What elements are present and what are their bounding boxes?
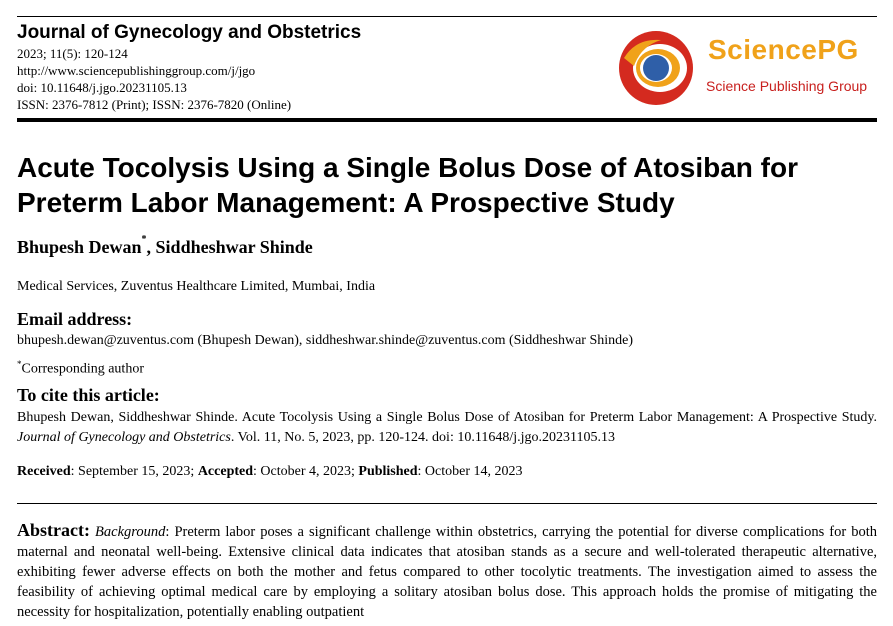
author-2: Siddheshwar Shinde bbox=[155, 237, 313, 257]
publisher-logo bbox=[616, 28, 696, 108]
top-rule bbox=[17, 16, 877, 17]
journal-issn: ISSN: 2376-7812 (Print); ISSN: 2376-7820 (Online) bbox=[17, 97, 292, 112]
abstract bbox=[17, 520, 877, 622]
article-title: Acute Tocolysis Using a Single Bolus Dose of Atosiban for Preterm Labor Management: A Prospective Study bbox=[17, 152, 798, 218]
journal-url[interactable]: http://www.sciencepublishinggroup.com/j/jgo bbox=[17, 63, 256, 78]
received-label: Received bbox=[17, 464, 71, 479]
author-list bbox=[17, 234, 313, 258]
author-1: Bhupesh Dewan bbox=[17, 237, 142, 257]
logo-name: SciencePG bbox=[708, 34, 859, 65]
accepted-date: : October 4, 2023; bbox=[253, 464, 359, 479]
citation bbox=[17, 408, 877, 448]
abstract-label: Abstract: bbox=[17, 520, 90, 540]
article-dates bbox=[17, 463, 523, 481]
abstract-text: : Preterm labor poses a significant challenge within obstetrics, carrying the potential for diverse complications for both maternal and neonatal well-being. Extensive clinical data indicates that atosiban stands as a secure and well-tolerated therapeutic alternative, exhibiting fewer adverse effects on both the mother and fetus compared to other tocolytic treatments. The investigation aimed to assess the feasibility of achieving optimal medical care by employing a solitary atosiban bolus dose. This approach holds the promise of mitigating the necessity for hospitalization, potentially enabling outpatient bbox=[17, 524, 877, 620]
journal-doi: doi: 10.11648/j.jgo.20231105.13 bbox=[17, 80, 187, 95]
affiliation: Medical Services, Zuventus Healthcare Limited, Mumbai, India bbox=[17, 279, 376, 294]
header-rule bbox=[17, 118, 877, 122]
corresponding-note bbox=[17, 355, 144, 379]
journal-name: Journal of Gynecology and Obstetrics bbox=[17, 22, 362, 43]
abstract-rule bbox=[17, 503, 877, 504]
citation-details: . Vol. 11, No. 5, 2023, pp. 120-124. doi: 10.11648/j.jgo.20231105.13 bbox=[230, 430, 615, 445]
published-label: Published bbox=[358, 464, 418, 479]
email-addresses[interactable]: bhupesh.dewan@zuventus.com (Bhupesh Dewan), siddheshwar.shinde@zuventus.com (Siddheshwar Shinde) bbox=[17, 333, 633, 348]
corresponding-mark: * bbox=[141, 234, 147, 245]
abstract-background-label: Background bbox=[95, 524, 166, 540]
accepted-label: Accepted bbox=[197, 464, 254, 479]
logo-subtitle: Science Publishing Group bbox=[706, 78, 868, 94]
logo-swirl-icon bbox=[616, 28, 696, 108]
received-date: : September 15, 2023; bbox=[70, 464, 198, 479]
journal-issue: 2023; 11(5): 120-124 bbox=[17, 46, 128, 61]
email-heading: Email address: bbox=[17, 309, 133, 329]
cite-heading: To cite this article: bbox=[17, 385, 160, 405]
corresponding-note-text: Corresponding author bbox=[21, 361, 144, 377]
citation-text: Bhupesh Dewan, Siddheshwar Shinde. Acute Tocolysis Using a Single Bolus Dose of Atosiban for Preterm Labor Management: A Prospective Study. bbox=[17, 410, 877, 425]
author-separator: , bbox=[146, 237, 156, 257]
published-date: : October 14, 2023 bbox=[417, 464, 523, 479]
citation-journal: Journal of Gynecology and Obstetrics bbox=[17, 430, 231, 445]
corresponding-note-mark: * bbox=[17, 359, 22, 369]
